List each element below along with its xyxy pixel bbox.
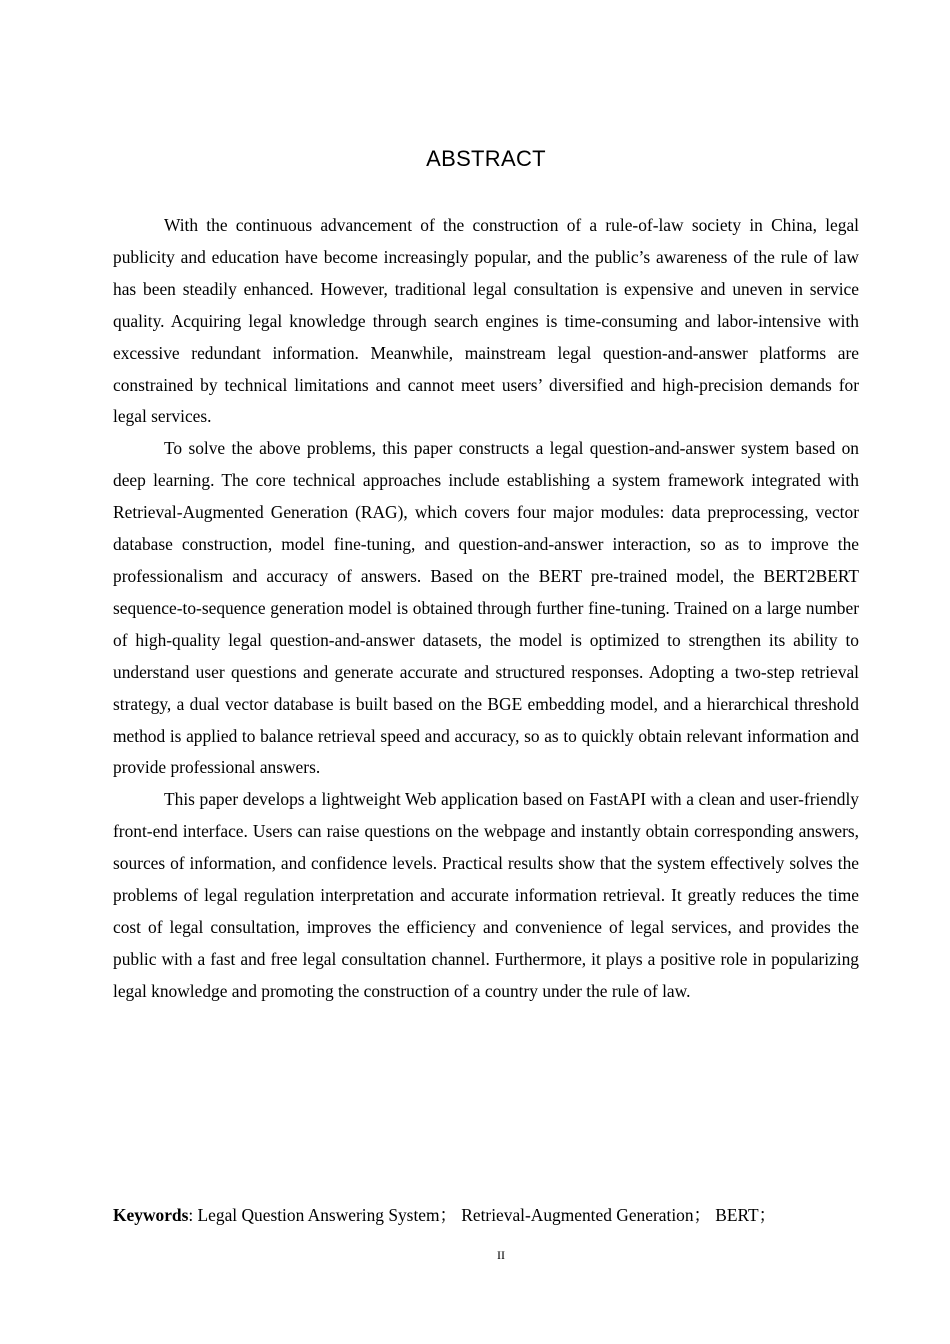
abstract-paragraph-3: This paper develops a lightweight Web application based on FastAPI with a clean and user-friendly front-end interface. Users can raise questions on the webpage and instantly obtain corresponding answers, sources of information, and confidence levels. Practical results show that the system effectively solves the problems of legal regulation interpretation and accurate information retrieval. It greatly reduces the time cost of legal consultation, improves the efficiency and convenience of legal services, and provides the public with a fast and free legal consultation channel. Furthermore, it plays a positive role in popularizing legal knowledge and promoting the construction of a country under the rule of law.	[113, 789, 859, 1001]
abstract-paragraph-2: To solve the above problems, this paper constructs a legal question-and-answer system based on deep learning. The core technical approaches include establishing a system framework integrated with Retrieval-Augmented Generation (RAG), which covers four major modules: data preprocessing, vector database construction, model fine-tuning, and question-and-answer interaction, so as to improve the professionalism and accuracy of answers. Based on the BERT pre-trained model, the BERT2BERT sequence-to-sequence generation model is obtained through further fine-tuning. Trained on a large number of high-quality legal question-and-answer datasets, the model is optimized to strengthen its ability to understand user questions and generate accurate and structured responses. Adopting a two-step retrieval strategy, a dual vector database is built based on the BGE embedding model, and a hierarchical threshold method is applied to balance retrieval speed and accuracy, so as to quickly obtain relevant information and provide professional answers.	[113, 438, 859, 778]
abstract-paragraph-1: With the continuous advancement of the construction of a rule-of-law society in China, legal publicity and education have become increasingly popular, and the public’s awareness of the rule of law has been steadily enhanced. However, traditional legal consultation is expensive and uneven in service quality. Acquiring legal knowledge through search engines is time-consuming and labor-intensive with excessive redundant information. Meanwhile, mainstream legal question-and-answer platforms are constrained by technical limitations and cannot meet users’ diversified and high-precision demands for legal services.	[113, 215, 859, 427]
page-number: II	[497, 1248, 505, 1262]
keywords-line	[113, 1199, 873, 1231]
keywords-text: : Legal Question Answering System； Retrieval-Augmented Generation； BERT；	[188, 1205, 777, 1225]
abstract-body	[113, 210, 859, 1008]
keywords-label: Keywords	[113, 1205, 189, 1225]
abstract-title: ABSTRACT	[426, 146, 546, 171]
